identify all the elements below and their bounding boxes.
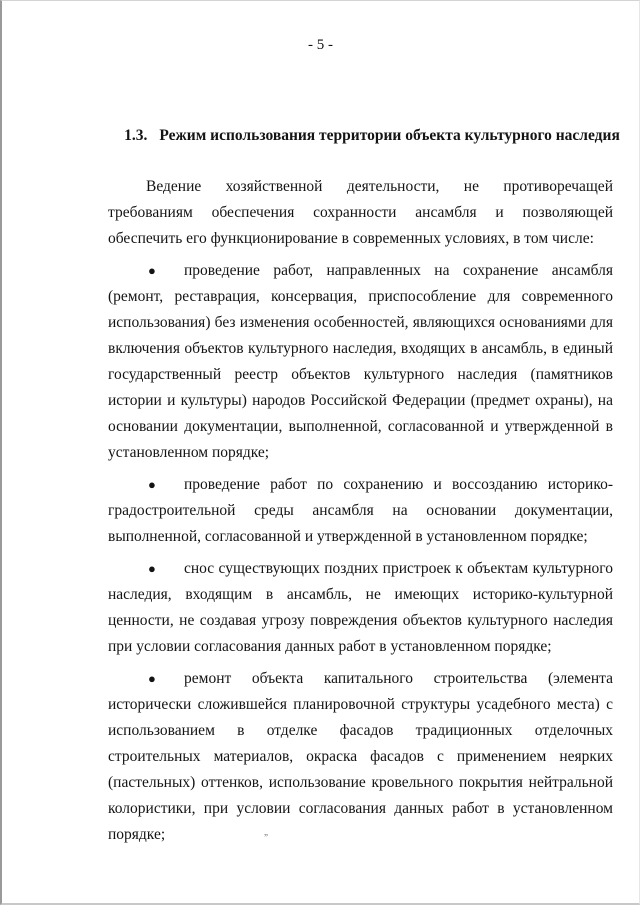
list-item-text: проведение работ, направленных на сохранение ансамбля (ремонт, реставрация, консервация, приспособление для современного использования) без изменения особенностей, являющихся основаниями для включения объектов культурного наследия, входящих в ансамбль, в единый государственный реестр объектов культурного наследия (памятников истории и культуры) народов Российской Федерации (предмет охраны), на основании документации, выполненной, согласованной и утвержденной в установленном порядке; [108, 262, 613, 461]
page-number: - 5 - [308, 37, 333, 53]
bullet-icon: ● [148, 671, 156, 686]
footer-mark: „ [264, 827, 268, 837]
list-item-text: ремонт объекта капитального строительства (элемента исторически сложившейся планировочной структуры усадебного места) с использованием в отделке фасадов традиционных отделочных строительных материалов, окраска фасадов с применением неярких (пастельных) оттенков, использование кровельного покрытия нейтральной колористики, при условии согласования данных работ в установленном порядке; [108, 670, 613, 843]
document-body [108, 174, 613, 848]
intro-paragraph: Ведение хозяйственной деятельности, не противоречащей требованиям обеспечения сохранности ансамбля и позволяющей обеспечить его функционирование в современных условиях, в том числе: [108, 178, 613, 247]
list-item-text: проведение работ по сохранению и воссозданию историко-градостроительной среды ансамбля на основании документации, выполненной, согласованной и утвержденной в установленном порядке; [108, 476, 613, 545]
bullet-icon: ● [148, 477, 156, 492]
bullet-icon: ● [148, 561, 156, 576]
section-title: Режим использования территории объекта культурного наследия [159, 127, 620, 144]
list-item [108, 258, 613, 466]
bullet-icon: ● [148, 263, 156, 278]
list-item [108, 666, 613, 848]
list-item [108, 556, 613, 660]
list-item [108, 472, 613, 550]
section-heading [122, 125, 622, 146]
section-number: 1.3. [124, 127, 148, 144]
list-item-text: снос существующих поздних пристроек к объектам культурного наследия, входящим в ансамбль, не имеющих историко-культурной ценности, не создавая угрозу повреждения объектов культурного наследия при условии согласования данных работ в установленном порядке; [108, 560, 613, 655]
